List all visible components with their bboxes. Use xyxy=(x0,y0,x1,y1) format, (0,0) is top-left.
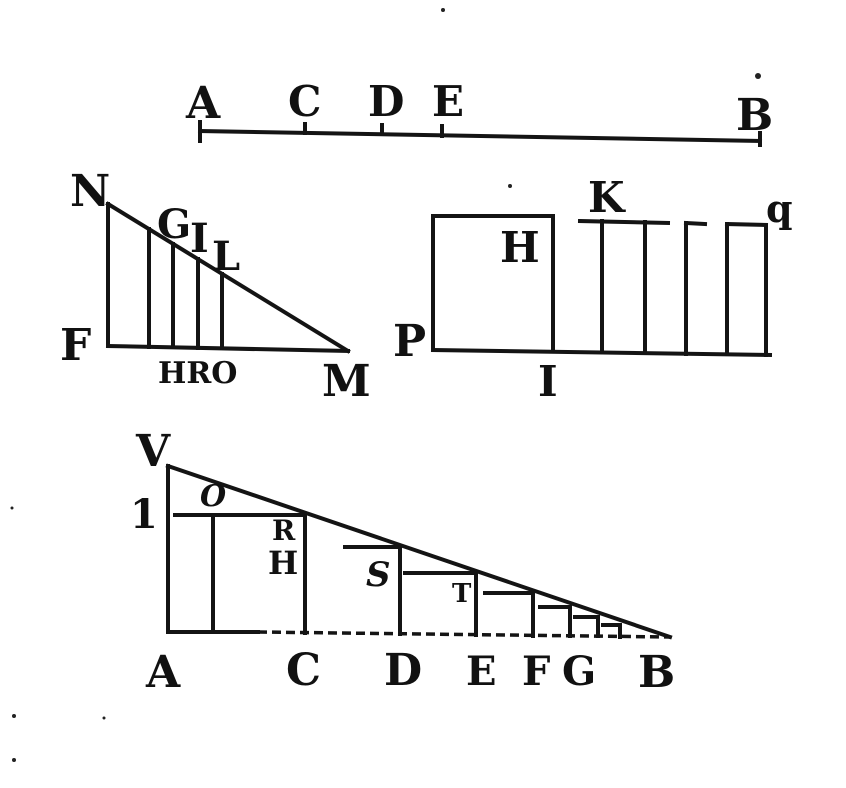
label-b: B xyxy=(736,90,774,141)
label-l: L xyxy=(212,233,241,280)
label-r: R xyxy=(272,514,296,547)
label-f: F xyxy=(60,320,92,371)
speck xyxy=(12,714,16,718)
label-c: C xyxy=(288,77,322,126)
hypotenuse-vb xyxy=(168,466,670,637)
speck xyxy=(11,507,14,510)
label-i: I xyxy=(538,357,558,406)
label-m: M xyxy=(322,356,371,407)
label-f: F xyxy=(522,648,551,695)
label-g: G xyxy=(157,201,192,248)
label-i: I xyxy=(190,215,209,262)
label-e: E xyxy=(466,648,497,695)
label-e: E xyxy=(432,77,465,126)
label-d: D xyxy=(368,77,405,126)
speck xyxy=(12,758,16,762)
label-c: C xyxy=(286,645,322,696)
label-a: A xyxy=(186,78,221,129)
label-q: q xyxy=(766,186,793,231)
label-n: N xyxy=(70,166,111,217)
label-p: P xyxy=(393,316,427,367)
label-h: H xyxy=(500,223,540,272)
label-b: B xyxy=(638,647,676,698)
figure-2-triangle xyxy=(60,166,371,407)
top-strip-3 xyxy=(686,223,705,224)
figure-4-stepped-triangle xyxy=(130,426,675,698)
label-d: D xyxy=(384,645,423,696)
segment-ab xyxy=(200,131,760,141)
label-s: S xyxy=(366,555,391,595)
label-hro: HRO xyxy=(158,356,238,391)
label-k: K xyxy=(588,173,625,222)
label-v: V xyxy=(136,426,171,477)
label-h: H xyxy=(268,544,299,582)
label-g: G xyxy=(562,648,597,695)
base-fm xyxy=(108,346,348,351)
speck xyxy=(755,73,761,79)
label-t: T xyxy=(452,579,472,609)
label-o: O xyxy=(200,479,227,514)
base-dashed xyxy=(258,632,670,637)
speck xyxy=(441,8,445,12)
speck xyxy=(103,717,106,720)
figure-3-rectangle xyxy=(393,173,793,406)
speck xyxy=(508,184,512,188)
label-a: A xyxy=(146,647,181,698)
label-1: 1 xyxy=(130,491,158,538)
top-strip-4 xyxy=(727,224,766,225)
figure-1-segment xyxy=(185,77,773,145)
